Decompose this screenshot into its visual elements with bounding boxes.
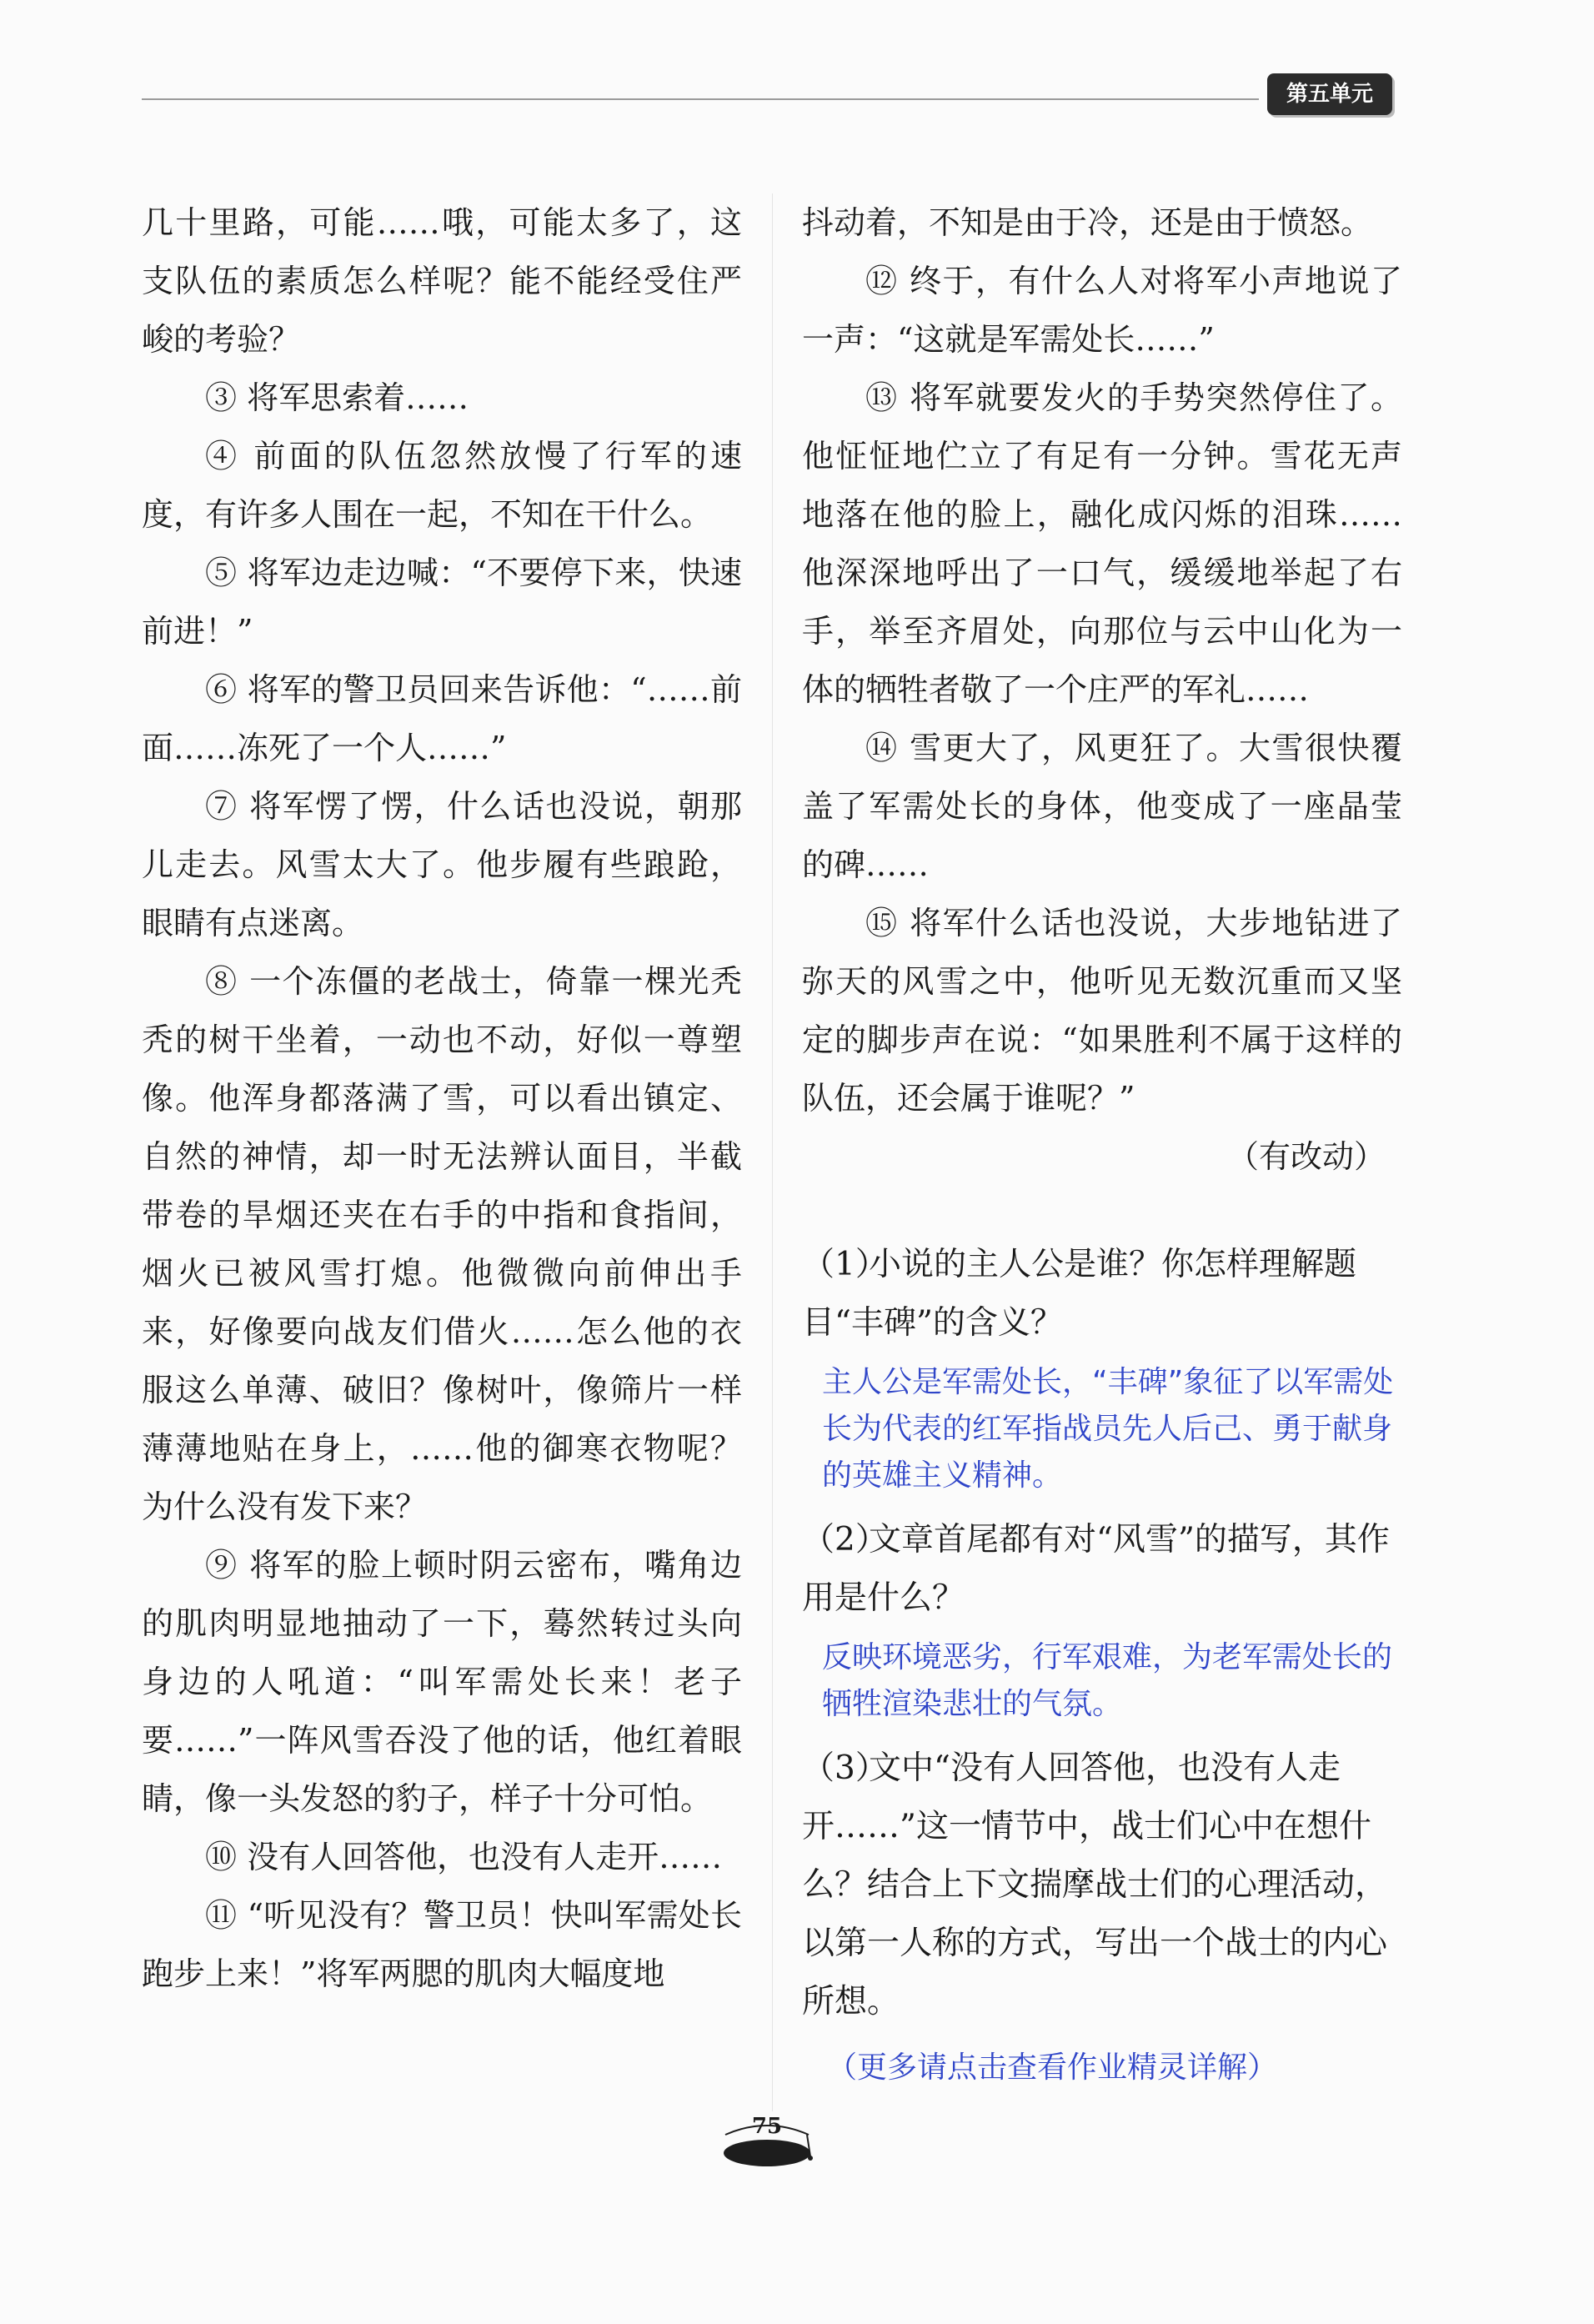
question-number: （2） [802, 1521, 888, 1559]
question-number: （3） [802, 1749, 888, 1787]
left-column [142, 193, 742, 2003]
paragraph: ⑭ 雪更大了，风更狂了。大雪很快覆盖了军需处长的身体，他变成了一座晶莹的碑…… [802, 730, 1402, 883]
answer-text: 反映环境恶劣，行军艰难，为老军需处长的牺牲渲染悲壮的气氛。 [822, 1640, 1393, 1721]
paragraph: 抖动着，不知是由于冷，还是由于愤怒。 [802, 204, 1373, 241]
question-3 [802, 1739, 1402, 2031]
paragraph: ⑮ 将军什么话也没说，大步地钻进了弥天的风雪之中，他听见无数沉重而又坚定的脚步声在说：“如果胜利不属于这样的队伍，还会属于谁呢？” [802, 905, 1402, 1117]
paragraph: ⑨ 将军的脸上顿时阴云密布，嘴角边的肌肉明显地抽动了一下，蓦然转过头向身边的人吼道：“叫军需处长来！老子要……”一阵风雪吞没了他的话，他红着眼睛，像一头发怒的豹子，样子十分可怕。 [142, 1547, 742, 1817]
paragraph: ③ 将军思索着…… [205, 379, 469, 416]
source-note: （有改动） [1226, 1138, 1386, 1175]
paragraph: ⑦ 将军愣了愣，什么话也没说，朝那儿走去。风雪太大了。他步履有些踉跄，眼睛有点迷离。 [142, 788, 742, 941]
unit-badge: 第五单元 [1267, 73, 1392, 115]
question-text [802, 1511, 1402, 1628]
paragraph: ④ 前面的队伍忽然放慢了行军的速度，有许多人围在一起，不知在干什么。 [142, 438, 742, 533]
header-rule [142, 98, 1259, 100]
paragraph: ⑪ “听见没有？警卫员！快叫军需处长跑步上来！”将军两腮的肌肉大幅度地 [142, 1897, 742, 1992]
paragraph: ⑬ 将军就要发火的手势突然停住了。他怔怔地伫立了有足有一分钟。雪花无声地落在他的脸上，融化成闪烁的泪珠……他深深地呼出了一口气，缓缓地举起了右手，举至齐眉处，向那位与云中山化为一体的牺牲者敬了一个庄严的军礼…… [802, 379, 1402, 708]
question-2 [802, 1511, 1402, 1728]
page-number-badge [717, 2110, 817, 2176]
paragraph: ⑤ 将军边走边喊：“不要停下来，快速前进！” [142, 555, 742, 650]
right-column [802, 193, 1402, 2093]
question-body: 文章首尾都有对“风雪”的描写，其作用是什么？ [802, 1521, 1390, 1617]
paragraph: ⑧ 一个冻僵的老战士，倚靠一棵光秃秃的树干坐着，一动也不动，好似一尊塑像。他浑身都落满了雪，可以看出镇定、自然的神情，却一时无法辨认面目，半截带卷的旱烟还夹在右手的中指和食指间，烟火已被风雪打熄。他微微向前伸出手来，好像要向战友们借火……怎么他的衣服这么单薄、破旧？像树叶，像筛片一样薄薄地贴在身上，……他的御寒衣物呢？为什么没有发下来？ [142, 963, 742, 1525]
paragraph: ⑫ 终于，有什么人对将军小声地说了一声：“这就是军需处长……” [802, 263, 1402, 358]
more-details-link[interactable]: （更多请点击查看作业精灵详解） [827, 2050, 1278, 2085]
paragraph: 几十里路，可能……哦，可能太多了，这支队伍的素质怎么样呢？能不能经受住严峻的考验？ [142, 204, 742, 358]
column-divider [772, 193, 773, 2111]
question-number: （1） [802, 1246, 888, 1283]
paragraph: ⑩ 没有人回答他，也没有人走开…… [205, 1839, 723, 1875]
question-text [802, 1739, 1402, 2031]
answer-text: 主人公是军需处长，“丰碑”象征了以军需处长为代表的红军指战员先人后己、勇于献身的英雄主义精神。 [822, 1365, 1394, 1493]
question-body: 文中“没有人回答他，也没有人走开……”这一情节中，战士们心中在想什么？结合上下文揣摩战士们的心理活动，以第一人称的方式，写出一个战士的内心所想。 [802, 1749, 1388, 2020]
question-text [802, 1236, 1402, 1353]
paragraph: ⑥ 将军的警卫员回来告诉他：“……前面……冻死了一个人……” [142, 671, 742, 766]
question-1 [802, 1236, 1402, 1499]
page-number: 75 [751, 2114, 783, 2139]
question-body: 小说的主人公是谁？你怎样理解题目“丰碑”的含义？ [802, 1246, 1357, 1342]
